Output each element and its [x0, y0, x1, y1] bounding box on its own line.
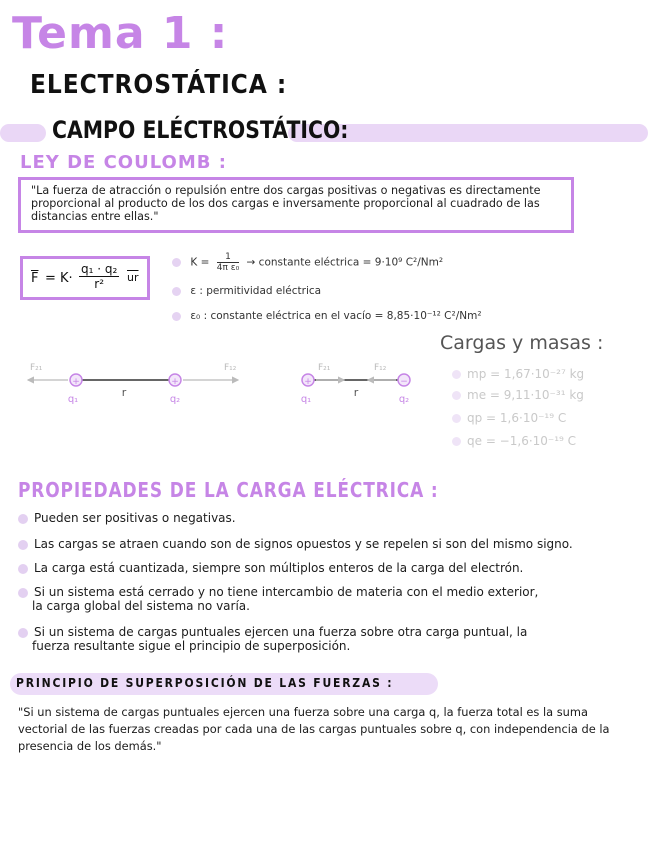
k-denominator: 4π ε₀ — [216, 263, 240, 273]
property-text: Las cargas se atraen cuando son de signos opuestos y se repelen si son del mismo signo. — [34, 537, 573, 551]
k-numerator: 1 — [217, 252, 239, 263]
mass-electron-text: me = 9,11·10⁻³¹ kg — [467, 388, 584, 402]
topic-title: ELECTROSTÁTICA : — [30, 70, 288, 100]
highlight-bar-left — [0, 124, 46, 142]
bullet-dot — [18, 540, 28, 550]
superposition-heading: PRINCIPIO DE SUPERPOSICIÓN DE LAS FUERZAS : — [16, 676, 394, 690]
bullet-dot — [172, 258, 181, 267]
bullet-dot — [18, 628, 28, 638]
sign-q1: + — [72, 377, 80, 387]
section-title: CAMPO ELÉCTROSTÁTICO: — [52, 116, 349, 144]
coulomb-quote-box — [18, 177, 574, 233]
property-text: La carga está cuantizada, siempre son múltiplos enteros de la carga del electrón. — [34, 561, 524, 575]
coulomb-heading: LEY DE COULOMB : — [20, 152, 227, 173]
page-title: Tema 1 : — [12, 8, 229, 59]
distance-r-label: r — [353, 386, 359, 399]
cargas-masas-heading: Cargas y masas : — [440, 332, 604, 354]
epsilon-description: ε : permitividad eléctrica — [190, 285, 322, 297]
property-text-cont: fuerza resultante sigue el principio de superposición. — [32, 639, 351, 653]
force-f12-label: F₁₂ — [374, 363, 387, 373]
coulomb-formula-box — [20, 256, 150, 300]
formula-denominator: r² — [94, 277, 105, 291]
property-item — [18, 511, 236, 525]
charge-electron — [452, 434, 576, 448]
sign-q2: − — [400, 377, 408, 387]
q2-label: q₂ — [169, 394, 181, 405]
bullet-dot — [452, 391, 461, 400]
diagram-attraction — [301, 363, 410, 405]
property-text: Si un sistema de cargas puntuales ejercen una fuerza sobre otra carga puntual, la — [34, 625, 528, 639]
equals-k: = K· — [45, 271, 73, 286]
mass-electron — [452, 388, 584, 402]
charge-proton — [452, 411, 566, 425]
distance-r-label: r — [121, 386, 127, 399]
superposition-text: "Si un sistema de cargas puntuales ejercen una fuerza sobre una carga q, la fuerza total es la suma vectorial de las fuerzas creadas por cada una de las cargas puntuales sobre q, con independencia de la presencia de los demás." — [18, 705, 610, 753]
sign-q1: + — [304, 377, 312, 387]
formula-fraction — [79, 262, 119, 291]
mass-proton — [452, 367, 584, 381]
property-text-cont: la carga global del sistema no varía. — [32, 599, 250, 613]
properties-heading: PROPIEDADES DE LA CARGA ELÉCTRICA : — [18, 478, 439, 502]
q1-label: q₁ — [67, 394, 79, 405]
bullet-dot — [452, 414, 461, 423]
k-fraction — [217, 252, 239, 273]
epsilon0-description: ε₀ : constante eléctrica en el vacío = 8,85·10⁻¹² C²/Nm² — [190, 310, 482, 322]
definition-k — [172, 252, 443, 273]
diagram-repulsion — [28, 363, 238, 405]
charge-proton-text: qp = 1,6·10⁻¹⁹ C — [467, 411, 567, 425]
property-text: Si un sistema está cerrado y no tiene intercambio de materia con el medio exterior, — [34, 585, 539, 599]
bullet-dot — [18, 514, 28, 524]
property-item — [18, 537, 648, 551]
property-item — [18, 585, 648, 613]
definition-epsilon — [172, 285, 321, 297]
force-f21-label: F₂₁ — [30, 363, 43, 373]
charge-electron-text: qe = −1,6·10⁻¹⁹ C — [467, 434, 577, 448]
bullet-dot — [172, 287, 181, 296]
sign-q2: + — [171, 377, 179, 387]
force-f21-label: F₂₁ — [318, 363, 331, 373]
property-item — [18, 561, 523, 575]
bullet-dot — [172, 312, 181, 321]
bullet-dot — [452, 370, 461, 379]
property-text: Pueden ser positivas o negativas. — [34, 511, 236, 525]
force-f12-label: F₁₂ — [224, 363, 237, 373]
formula-numerator: q₁ · q₂ — [81, 262, 118, 276]
k-symbol: K = — [190, 256, 210, 269]
bullet-dot — [18, 564, 28, 574]
definition-epsilon0 — [172, 310, 482, 322]
mass-proton-text: mp = 1,67·10⁻²⁷ kg — [467, 367, 585, 381]
k-description: → constante eléctrica = 9·10⁹ C²/Nm² — [246, 256, 444, 269]
q1-label: q₁ — [300, 394, 312, 405]
q2-label: q₂ — [398, 394, 410, 405]
unit-vector: $\overline{ur}$ — [127, 271, 139, 284]
bullet-dot — [452, 437, 461, 446]
force-symbol: $\overline{F}$ — [31, 271, 39, 286]
bullet-dot — [18, 588, 28, 598]
charge-diagrams — [18, 350, 438, 410]
property-item — [18, 625, 648, 653]
coulomb-quote: "La fuerza de atracción o repulsión entre dos cargas positivas o negativas es directamente proporcional al producto de los dos cargas e inversamente proporcional al cuadrado de las distancias entre ellas." — [31, 184, 541, 223]
